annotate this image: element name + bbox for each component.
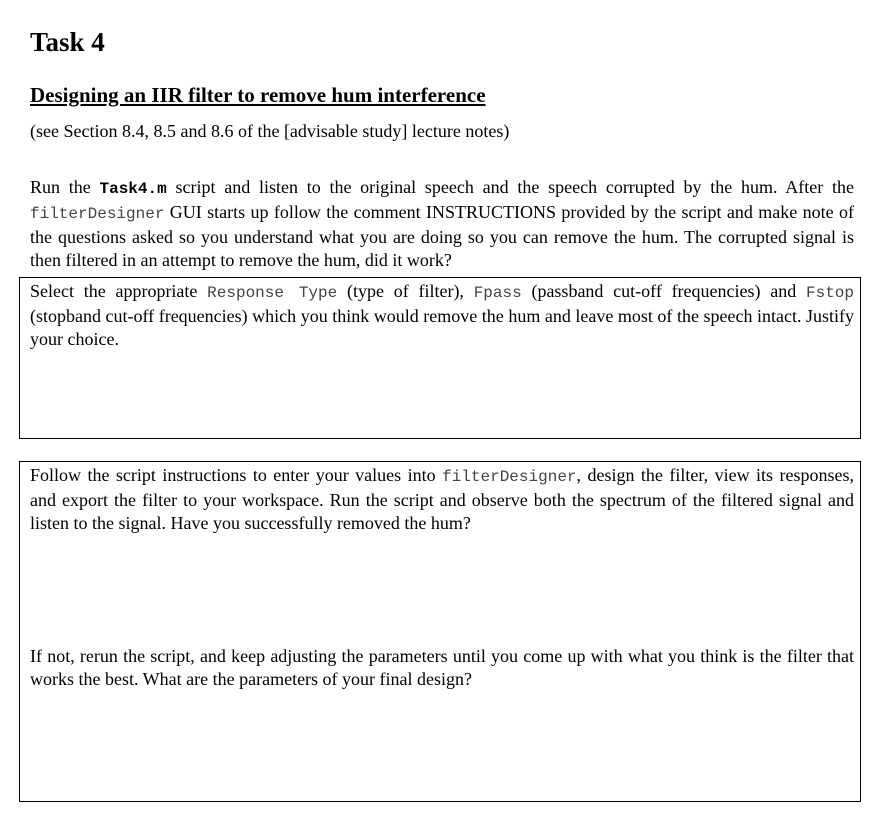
q1-text-1: Select the appropriate	[30, 281, 208, 301]
section-reference: (see Section 8.4, 8.5 and 8.6 of the [advisable study] lecture notes)	[30, 121, 510, 141]
question-1-text	[30, 280, 854, 351]
script-name: Task4.m	[99, 180, 167, 198]
q1-text-3: (passband cut-off frequencies) and	[521, 281, 806, 301]
answer-box-2[interactable]	[19, 461, 861, 802]
q1-text-4: (stopband cut-off frequencies) which you think would remove the hum and leave most of the speech intact. Justify your choice.	[30, 306, 854, 349]
q2-text-2: , design the filter, view its responses, and export the filter to your workspace. Run the script and observe both the spectrum of the filtered signal and listen to the signal. Have you successfully removed the hum?	[30, 465, 855, 533]
q1-text-2: (type of filter),	[337, 281, 474, 301]
answer-box-1[interactable]	[19, 277, 861, 439]
gui-name: filterDesigner	[30, 205, 165, 223]
question-3-text: If not, rerun the script, and keep adjusting the parameters until you come up with what you think is the filter that works the best. What are the parameters of your final design?	[30, 646, 854, 689]
task-title: Task 4	[30, 27, 105, 57]
intro-paragraph	[30, 176, 854, 272]
question-2-text	[30, 464, 854, 535]
intro-text-2: script and listen to the original speech and the speech corrupted by the hum. After the	[166, 177, 855, 197]
code-filterdesigner: filterDesigner	[442, 468, 577, 486]
task-subtitle: Designing an IIR filter to remove hum interference	[30, 83, 486, 107]
intro-text-3: GUI starts up follow the comment INSTRUCTIONS provided by the script and make note of the questions asked so you understand what you are doing so you can remove the hum. The corrupted signal is then filtered in an attempt to remove the hum, did it work?	[30, 202, 854, 270]
intro-text-1: Run the	[30, 177, 100, 197]
code-fstop: Fstop	[806, 284, 855, 302]
q2-text-1: Follow the script instructions to enter your values into	[30, 465, 443, 485]
code-response-type: Response Type	[207, 284, 338, 302]
code-fpass: Fpass	[473, 284, 522, 302]
